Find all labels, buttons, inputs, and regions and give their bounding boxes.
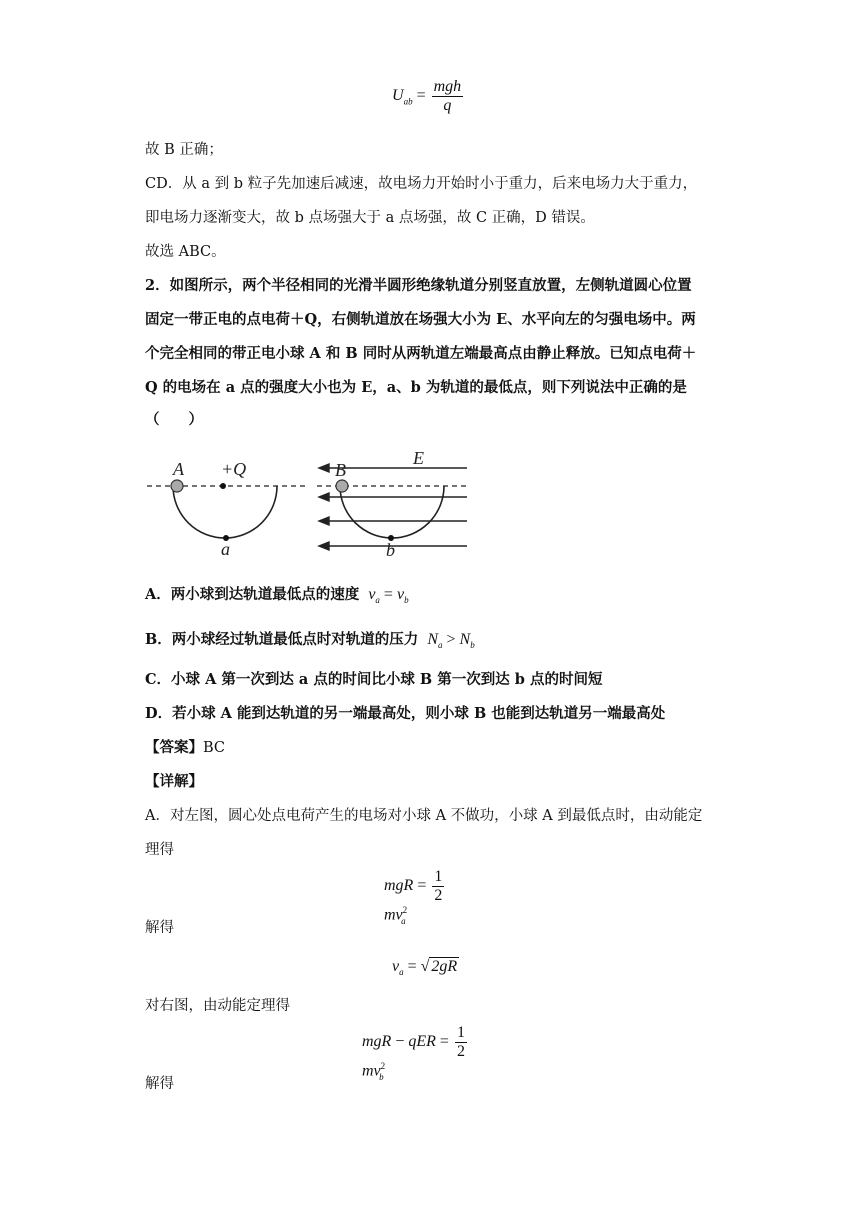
answer-value: BC — [203, 740, 226, 756]
question-text: （ ） — [145, 411, 203, 428]
label-q: +Q — [221, 459, 247, 479]
label-a-ball: A — [173, 459, 184, 479]
equation-va: $v_a$ = √ 2gR — [392, 958, 458, 978]
option-b — [145, 630, 475, 655]
question-text: 固定一带正电的点电荷＋Q，右侧轨道放在场强大小为 E、水平向左的匀强电场中。两 — [145, 311, 696, 328]
detail-text: 解得 — [145, 1076, 174, 1092]
charge-q-dot — [220, 483, 226, 489]
answer-line — [145, 738, 225, 758]
equation-energy-a: mgR = $\frac{1}{2}$ $mv^2_a$ — [384, 868, 443, 926]
option-b-math: $N_a > N_b$ — [427, 631, 475, 651]
option-b-text: B．两小球经过轨道最低点时对轨道的压力 — [145, 631, 419, 648]
question-text: 个完全相同的带正电小球 A 和 B 同时从两轨道左端最高点由静止释放。已知点电荷＋ — [145, 345, 697, 362]
ball-a — [171, 480, 183, 492]
question-text: Q 的电场在 a 点的强度大小也为 E，a、b 为轨道的最低点，则下列说法中正确的是 — [145, 379, 687, 396]
text-line: 故 B 正确； — [145, 142, 223, 158]
text-line: CD．从 a 到 b 粒子先加速后减速，故电场力开始时小于重力，后来电场力大于重力， — [145, 176, 698, 192]
label-b-ball: B — [335, 460, 346, 480]
detail-text: 理得 — [145, 842, 174, 858]
label-a-point: a — [221, 539, 230, 559]
option-d: D．若小球 A 能到达轨道的另一端最高处，则小球 B 也能到达轨道另一端最高处 — [145, 705, 666, 722]
right-semicircle-track — [340, 486, 444, 538]
label-e: E — [413, 452, 424, 468]
text-line: 故选 ABC。 — [145, 244, 226, 260]
detail-text: A．对左图，圆心处点电荷产生的电场对小球 A 不做功，小球 A 到最低点时，由动能定 — [145, 808, 703, 824]
option-c: C．小球 A 第一次到达 a 点的时间比小球 B 第一次到达 b 点的时间短 — [145, 671, 603, 688]
question-text: 2．如图所示，两个半径相同的光滑半圆形绝缘轨道分别竖直放置，左侧轨道圆心位置 — [145, 277, 692, 294]
detail-text: 对右图，由动能定理得 — [145, 998, 290, 1014]
answer-label: 【答案】 — [145, 739, 203, 756]
ball-b — [336, 480, 348, 492]
equation-u-ab: $U_{ab}$ = $\frac{\text{mgh}}{q}$ — [392, 78, 462, 114]
detail-text: 解得 — [145, 920, 174, 936]
option-a — [145, 585, 409, 610]
text-line: 即电场力逐渐变大，故 b 点场强大于 a 点场强，故 C 正确，D 错误。 — [145, 210, 595, 226]
option-a-math: $v_a = v_b$ — [368, 586, 409, 606]
equation-energy-b: mgR − qER = $\frac{1}{2}$ $mv^2_b$ — [362, 1024, 465, 1082]
physics-figure — [145, 452, 475, 562]
label-b-point: b — [386, 540, 395, 560]
left-semicircle-track — [173, 486, 277, 538]
option-a-text: A．两小球到达轨道最低点的速度 — [145, 586, 360, 603]
detail-label: 【详解】 — [145, 773, 203, 790]
